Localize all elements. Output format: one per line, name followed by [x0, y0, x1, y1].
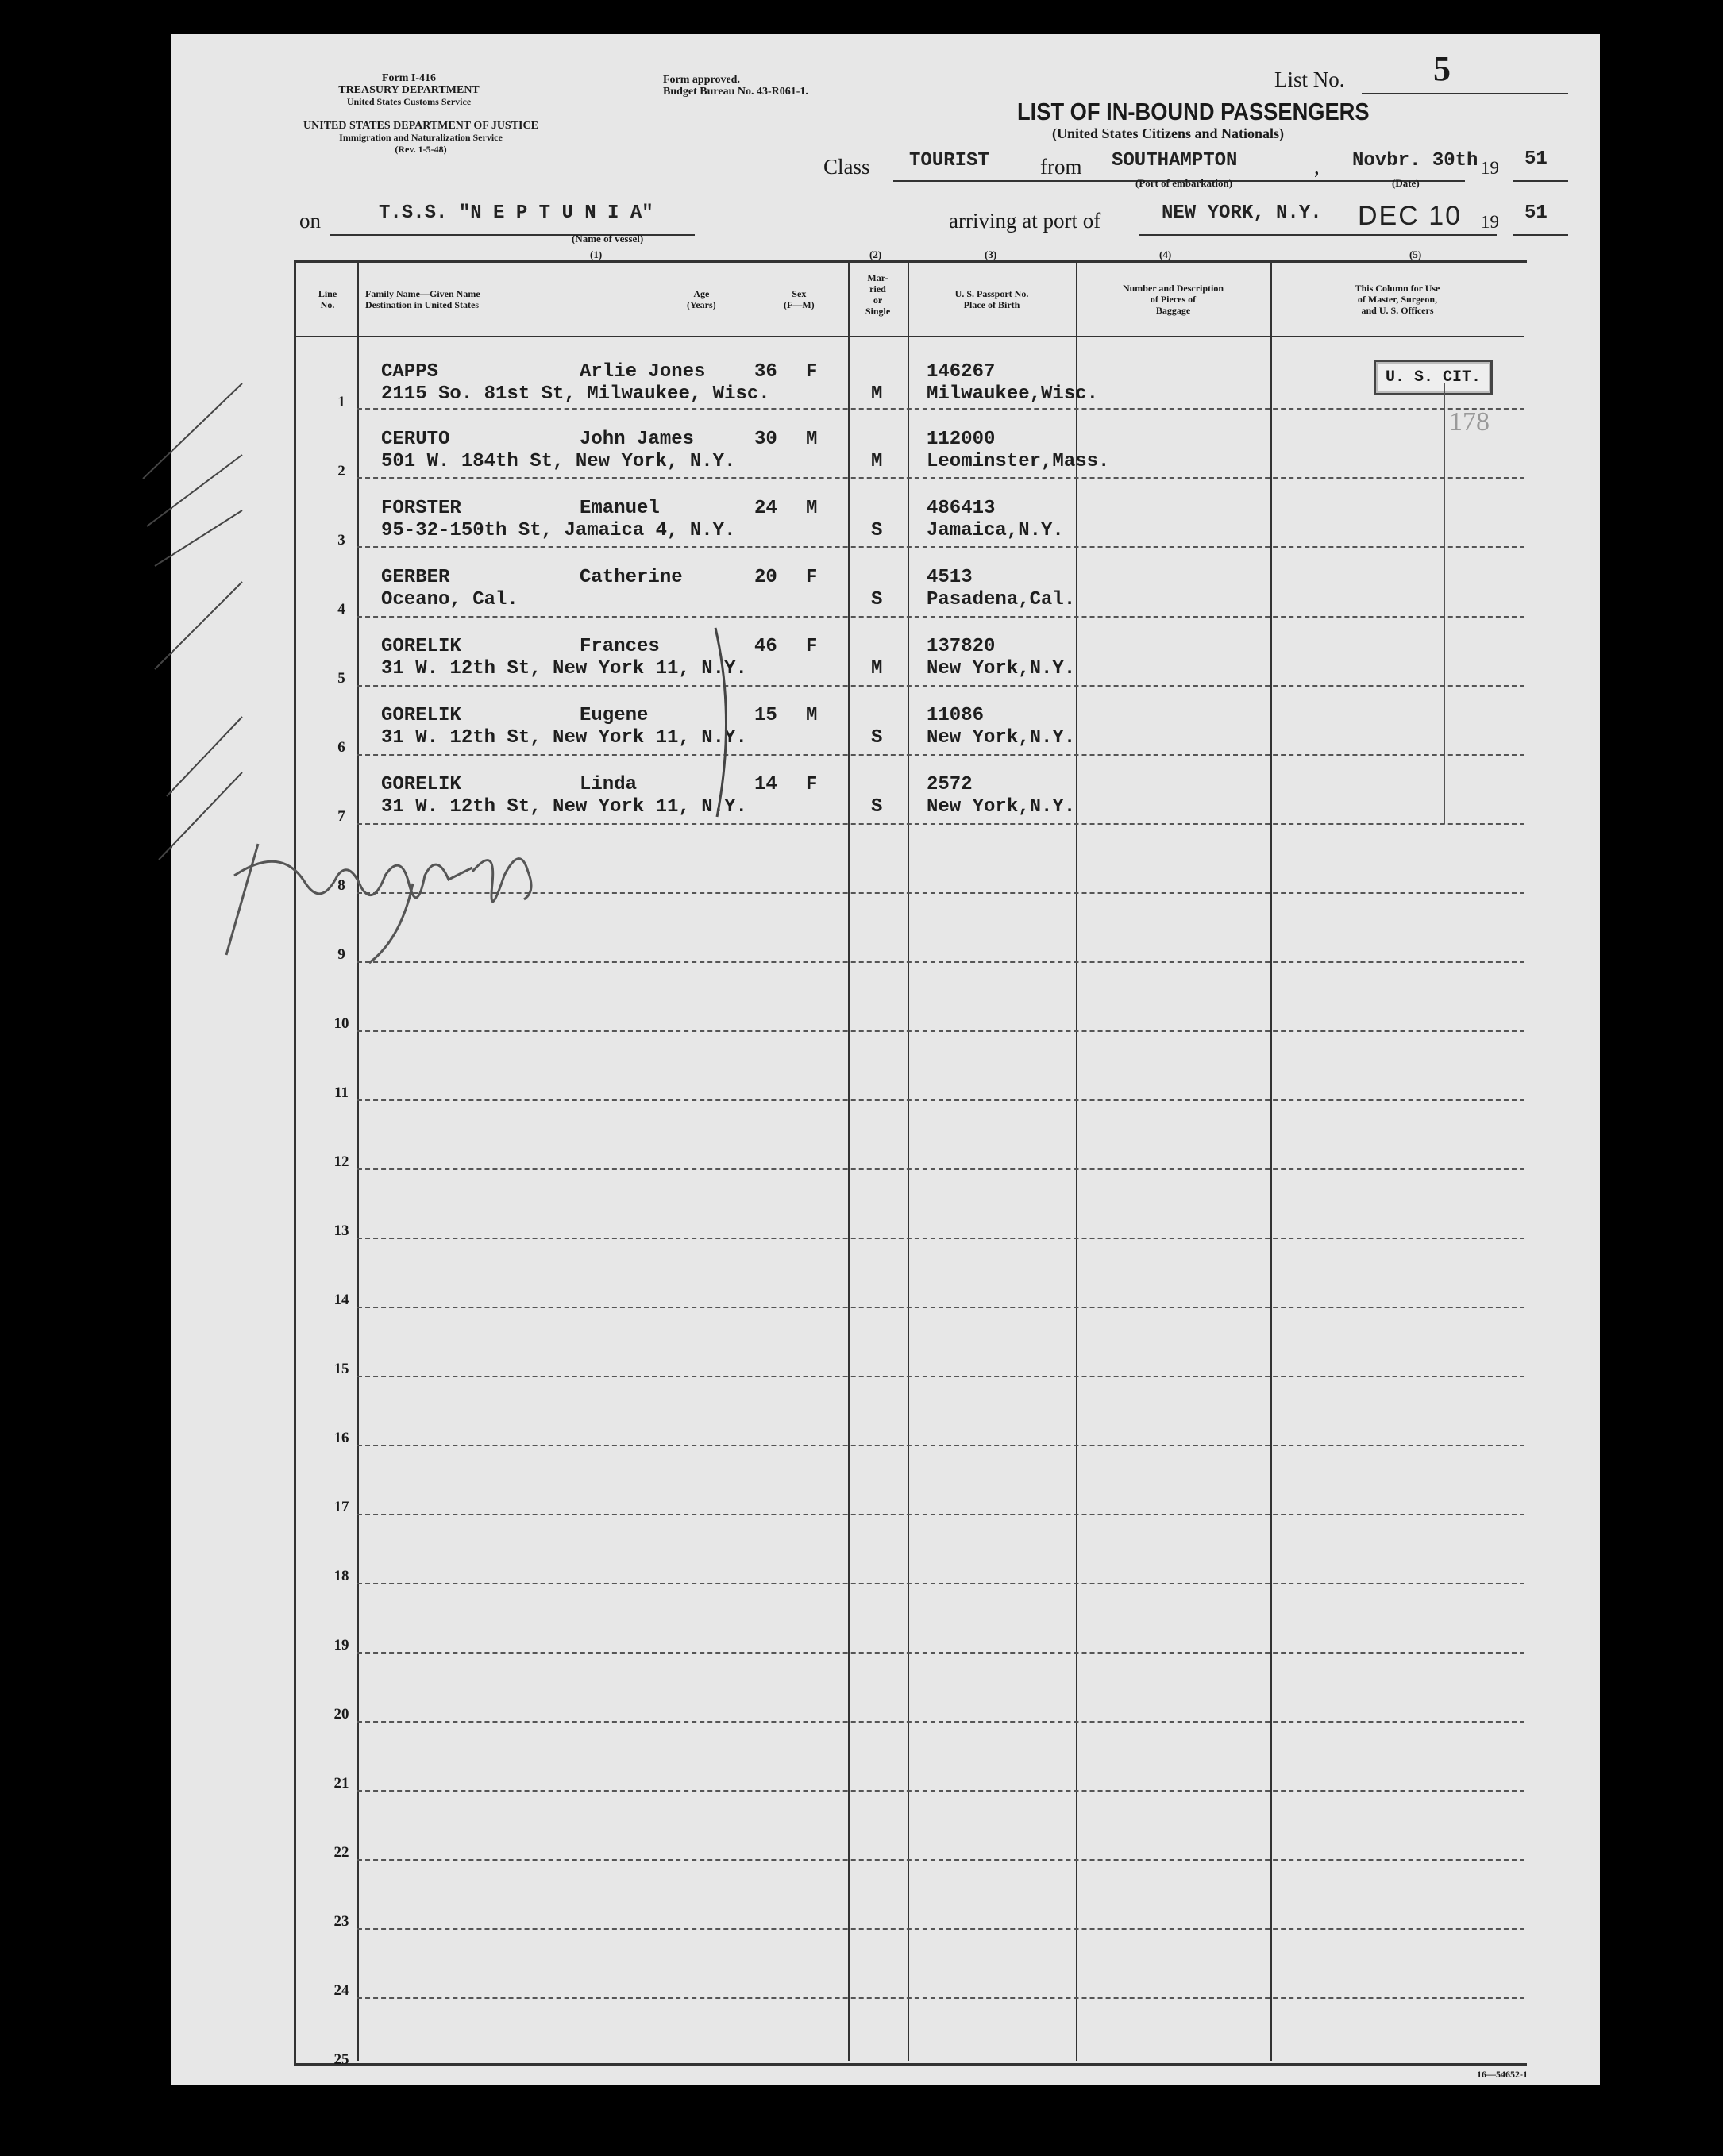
row-line: [357, 477, 1524, 479]
arrival-date: DEC 10: [1358, 201, 1463, 231]
line-number: 25: [333, 2051, 349, 2068]
row-line: [357, 1790, 1524, 1792]
row-line: [357, 1307, 1524, 1308]
sex: F: [806, 636, 818, 657]
line-number: 12: [333, 1153, 349, 1170]
row-line: [357, 1997, 1524, 1999]
given-name: Eugene: [580, 705, 649, 726]
vessel-name: T.S.S. "N E P T U N I A": [379, 202, 653, 224]
row-line: [357, 685, 1524, 687]
justice-dept-block: [298, 120, 544, 156]
list-no-value: 5: [1433, 49, 1451, 88]
row-line: [357, 1928, 1524, 1930]
marital-status: S: [871, 520, 883, 541]
family-name: FORSTER: [381, 498, 461, 519]
on-label: on: [299, 209, 321, 233]
header-baggage: Number and Description of Pieces of Baggage: [1122, 283, 1224, 316]
departure-date: Novbr. 30th: [1352, 150, 1478, 171]
us-citizen-stamp: U. S. CIT.: [1374, 360, 1493, 395]
address: 31 W. 12th St, New York 11, N.Y.: [381, 658, 747, 680]
header-officers: This Column for Use of Master, Surgeon, and U. S. Officers: [1355, 283, 1440, 316]
row-line: [357, 408, 1524, 410]
arrival-year-prefix: 19: [1481, 212, 1499, 232]
line-number: 2: [337, 463, 345, 479]
from-label: from: [1040, 155, 1082, 179]
line-number: 11: [334, 1084, 349, 1101]
family-name: GORELIK: [381, 774, 461, 795]
line-number: 1: [337, 394, 345, 410]
row-line: [357, 1030, 1524, 1032]
marital-status: M: [871, 451, 883, 472]
class-value: TOURIST: [909, 150, 989, 171]
age: 20: [754, 567, 777, 588]
sex: F: [806, 567, 818, 588]
checkmarks: [123, 368, 250, 876]
age: 36: [754, 361, 777, 383]
line-number: 23: [333, 1913, 349, 1930]
form-title: LIST OF IN-BOUND PASSENGERS: [1017, 98, 1370, 125]
arrival-port: NEW YORK, N.Y.: [1162, 202, 1322, 224]
age: 15: [754, 705, 777, 726]
line-number: 7: [337, 808, 345, 825]
comma: ,: [1314, 155, 1320, 179]
arrival-year: 51: [1524, 202, 1548, 224]
row-line: [357, 616, 1524, 618]
marital-status: S: [871, 589, 883, 610]
given-name: Frances: [580, 636, 660, 657]
line-number: 8: [337, 877, 345, 894]
family-name: GORELIK: [381, 705, 461, 726]
given-name: John James: [580, 429, 695, 450]
handwritten-signature: [210, 828, 544, 971]
birthplace: Pasadena,Cal.: [927, 589, 1076, 610]
date-caption: (Date): [1392, 177, 1420, 189]
treasury-dept: TREASURY DEPARTMENT: [338, 84, 480, 96]
list-no-label: List No.: [1274, 67, 1345, 91]
line-number: 5: [337, 670, 345, 687]
approval-block: [663, 74, 808, 98]
form-dept-block: [298, 72, 520, 108]
passport-number: 4513: [927, 567, 973, 588]
passenger-list-form: [171, 34, 1600, 2085]
sex: M: [806, 705, 818, 726]
sex: M: [806, 498, 818, 519]
line-number: 16: [333, 1430, 349, 1446]
line-number: 19: [333, 1637, 349, 1654]
line-number: 4: [337, 601, 345, 618]
list-no-field: [1362, 66, 1568, 94]
row-line: [357, 1721, 1524, 1723]
given-name: Emanuel: [580, 498, 660, 519]
header-married: Mar- ried or Single: [865, 272, 891, 317]
justice-dept: UNITED STATES DEPARTMENT OF JUSTICE: [303, 120, 538, 132]
address: Oceano, Cal.: [381, 589, 518, 610]
line-number: 20: [333, 1706, 349, 1723]
line-number: 18: [333, 1568, 349, 1584]
address: 31 W. 12th St, New York 11, N.Y.: [381, 727, 747, 749]
ins-service: Immigration and Naturalization Service: [339, 132, 503, 143]
row-line: [357, 1445, 1524, 1446]
row-line: [357, 1376, 1524, 1377]
age: 24: [754, 498, 777, 519]
age: 46: [754, 636, 777, 657]
address: 501 W. 184th St, New York, N.Y.: [381, 451, 736, 472]
passport-number: 2572: [927, 774, 973, 795]
header-rule: [294, 336, 1524, 337]
col-num-2: (2): [869, 248, 882, 260]
sex: M: [806, 429, 818, 450]
from-caption: (Port of embarkation): [1135, 177, 1233, 189]
header-age: Age (Years): [687, 288, 716, 310]
birthplace: Milwaukee,Wisc.: [927, 383, 1099, 405]
line-number: 17: [333, 1499, 349, 1515]
marital-status: M: [871, 383, 883, 405]
from-value: SOUTHAMPTON: [1112, 150, 1238, 171]
col-num-4: (4): [1159, 248, 1172, 260]
line-number: 21: [333, 1775, 349, 1792]
form-number: Form I-416: [381, 72, 437, 84]
sex: F: [806, 361, 818, 383]
vessel-caption: (Name of vessel): [572, 233, 644, 244]
birthplace: New York,N.Y.: [927, 796, 1076, 818]
header-name: Family Name—Given Name Destination in United States: [365, 288, 480, 310]
marital-status: S: [871, 796, 883, 818]
row-line: [357, 1652, 1524, 1654]
birthplace: Jamaica,N.Y.: [927, 520, 1064, 541]
address: 95-32-150th St, Jamaica 4, N.Y.: [381, 520, 736, 541]
row-line: [357, 1514, 1524, 1515]
revision: (Rev. 1-5-48): [395, 144, 447, 155]
family-name: GERBER: [381, 567, 450, 588]
officer-pencil-line: [1444, 383, 1445, 824]
line-number: 24: [333, 1982, 349, 1999]
departure-year: 51: [1524, 148, 1548, 170]
age: 14: [754, 774, 777, 795]
footer-code: 16—54652-1: [1477, 2069, 1528, 2080]
form-approved: Form approved.: [663, 74, 740, 86]
family-name: CAPPS: [381, 361, 439, 383]
col-num-5: (5): [1409, 248, 1422, 260]
line-number: 6: [337, 739, 345, 756]
officer-note: 178: [1449, 407, 1490, 437]
row-line: [357, 823, 1524, 825]
address: 31 W. 12th St, New York 11, N.Y.: [381, 796, 747, 818]
birthplace: Leominster,Mass.: [927, 451, 1110, 472]
passport-number: 137820: [927, 636, 996, 657]
header-line-no: Line No.: [318, 288, 337, 310]
class-label: Class: [823, 155, 870, 179]
passport-number: 112000: [927, 429, 996, 450]
form-subtitle: (United States Citizens and Nationals): [1052, 125, 1285, 141]
birthplace: New York,N.Y.: [927, 658, 1076, 680]
budget-bureau: Budget Bureau No. 43-R061-1.: [663, 86, 808, 98]
sex: F: [806, 774, 818, 795]
row-line: [357, 1859, 1524, 1861]
arriving-label: arriving at port of: [949, 209, 1101, 233]
line-number: 13: [333, 1222, 349, 1239]
marital-status: M: [871, 658, 883, 680]
given-name: Linda: [580, 774, 638, 795]
line-number: 10: [333, 1015, 349, 1032]
row-line: [357, 754, 1524, 756]
row-line: [357, 546, 1524, 548]
passport-number: 11086: [927, 705, 985, 726]
given-name: Catherine: [580, 567, 683, 588]
year-prefix: 19: [1481, 158, 1499, 178]
family-name: CERUTO: [381, 429, 450, 450]
line-number: 22: [333, 1844, 349, 1861]
family-name: GORELIK: [381, 636, 461, 657]
line-number: 14: [333, 1292, 349, 1308]
address: 2115 So. 81st St, Milwaukee, Wisc.: [381, 383, 770, 405]
header-sex: Sex (F—M): [784, 288, 815, 310]
passport-number: 146267: [927, 361, 996, 383]
family-bracket: [711, 623, 742, 822]
customs-service: United States Customs Service: [346, 96, 472, 107]
line-number: 3: [337, 532, 345, 549]
header-passport: U. S. Passport No. Place of Birth: [954, 288, 1029, 310]
row-line: [357, 1583, 1524, 1584]
birthplace: New York,N.Y.: [927, 727, 1076, 749]
row-line: [357, 1238, 1524, 1239]
passport-number: 486413: [927, 498, 996, 519]
given-name: Arlie Jones: [580, 361, 706, 383]
row-line: [357, 1099, 1524, 1101]
marital-status: S: [871, 727, 883, 749]
age: 30: [754, 429, 777, 450]
row-line: [357, 1168, 1524, 1170]
line-number: 15: [333, 1361, 349, 1377]
col-num-3: (3): [985, 248, 997, 260]
col-num-1: (1): [590, 248, 603, 260]
line-number: 9: [337, 946, 345, 963]
